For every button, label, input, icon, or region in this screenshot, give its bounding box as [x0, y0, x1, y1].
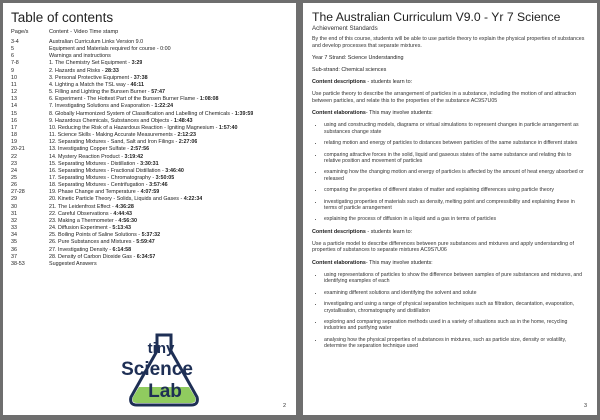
toc-entry-timestamp: 4:22:34	[183, 196, 203, 203]
toc-entry-timestamp: 28:33	[105, 67, 119, 74]
logo-science: Science	[121, 359, 193, 380]
toc-list	[11, 39, 288, 268]
toc-entry-page: 37	[11, 253, 17, 260]
toc-entry-page: 31	[11, 210, 17, 217]
toc-entry	[11, 154, 288, 161]
toc-entry-page: 33	[11, 225, 17, 232]
achievement-standards-heading: Achievement Standards	[312, 25, 378, 32]
toc-entry-timestamp: 1:57:40	[218, 124, 238, 131]
elaborations-list-1	[312, 122, 588, 222]
toc-entry-text: 8. Globally Harmonized System of Classification and Labelling of Chemicals - 1:39:59	[49, 110, 254, 117]
toc-entry-page: 10	[11, 74, 17, 81]
toc-entry-page: 14	[11, 103, 17, 110]
toc-entry-timestamp: 3:19:42	[124, 153, 144, 160]
toc-entry	[11, 232, 288, 239]
toc-entry-text: 15. Separating Mixtures - Distillation - 3:30:31	[49, 160, 159, 167]
toc-entry	[11, 175, 288, 182]
toc-entry-page: 29	[11, 196, 17, 203]
toc-entry-page: 9	[11, 67, 14, 74]
toc-entry	[11, 254, 288, 261]
toc-entry-timestamp: 2:57:56	[130, 146, 150, 153]
toc-entry-text: 19. Phase Change and Temperature - 4:07:59	[49, 189, 160, 196]
toc-entry	[11, 196, 288, 203]
toc-entry-page: 23	[11, 160, 17, 167]
toc-entry-timestamp: 4:36:28	[115, 203, 134, 210]
logo-lab: Lab	[148, 381, 182, 402]
elaboration-item: • investigating and using a range of physical separation techniques such as filtration, decantation, evaporation, crystallisation, chromatography and distillation	[324, 301, 588, 314]
toc-entry	[11, 225, 288, 232]
page-number-right: 3	[583, 403, 587, 409]
toc-entry-timestamp: 3:57:46	[149, 182, 168, 189]
toc-entry-text: Equipment and Materials required for course - 0:00	[49, 46, 171, 53]
toc-entry-text: 13. Investigating Copper Sulfate - 2:57:56	[49, 146, 150, 153]
toc-entry-text: 2. Hazards and Risks - 28:33	[49, 67, 119, 74]
elaboration-item: • analysing how the physical properties of substances in mixtures, such as particle size, density or volatility, determine the separation technique used	[324, 337, 588, 350]
toc-entry-page: 18	[11, 132, 17, 139]
toc-entry-page: 3-4	[11, 39, 19, 45]
toc-entry-timestamp: 4:56:30	[118, 217, 138, 224]
toc-entry-page: 20-21	[11, 146, 25, 153]
toc-entry-page: 5	[11, 46, 14, 53]
toc-header	[11, 29, 288, 35]
content-descriptions-label-2: Content descriptions - students learn to:	[312, 228, 413, 235]
toc-entry	[11, 53, 288, 60]
elaboration-item: • relating motion and energy of particles to distances between particles of the same substance in different states	[324, 140, 588, 146]
toc-entry-text: 27. Investigating Density - 6:14:58	[49, 246, 132, 253]
toc-entry-text: 9. Hazardous Chemicals, Substances and Objects - 1:48:43	[49, 117, 193, 124]
content-elaborations-label-2: Content elaborations- This may involve students:	[312, 260, 433, 267]
toc-entry-text: Suggested Answers	[49, 260, 97, 267]
left-page	[3, 3, 296, 415]
toc-entry	[11, 139, 288, 146]
toc-entry-timestamp: 46:11	[130, 81, 145, 88]
toc-entry	[11, 146, 288, 153]
toc-entry-page: 7-8	[11, 60, 19, 67]
toc-entry	[11, 39, 288, 46]
toc-entry	[11, 75, 288, 82]
toc-entry-text: 5. Filling and Lighting the Bunsen Burner - 57:47	[49, 89, 165, 96]
toc-entry-page: 27-28	[11, 189, 25, 196]
toc-entry	[11, 82, 288, 89]
strand: Year 7 Strand: Science Understanding	[312, 55, 404, 62]
toc-entry-timestamp: 3:50:05	[155, 174, 175, 181]
toc-entry-page: 25	[11, 174, 17, 181]
toc-header-content: Content - Video Time stamp	[49, 29, 119, 35]
toc-entry-timestamp: 37:38	[133, 74, 148, 81]
toc-entry-timestamp: 4:44:43	[113, 210, 133, 217]
toc-entry-text: 4. Lighting a Match the TSL way - 46:11	[49, 81, 145, 88]
toc-entry	[11, 68, 288, 75]
elaboration-item: • using representations of particles to show the difference between samples of pure substances and mixtures, and identifying examples of each	[324, 272, 588, 285]
toc-entry-timestamp: 57:47	[151, 89, 165, 96]
toc-entry-text: 11. Science Skills - Making Accurate Measurements - 2:12:23	[49, 132, 197, 139]
toc-entry-page: 6	[11, 53, 14, 60]
toc-entry-timestamp: 3:46:40	[165, 167, 184, 174]
elaboration-item: • investigating properties of materials such as density, melting point and compressibility and explaining these in terms of particle arrangement	[324, 199, 588, 212]
toc-entry-text: 18. Separating Mixtures - Centrifugation - 3:57:46	[49, 182, 168, 189]
page-number-left: 2	[282, 403, 286, 409]
toc-entry	[11, 111, 288, 118]
toc-entry	[11, 189, 288, 196]
elaboration-item: • examining how the changing motion and energy of particles is affected by the amount of heat energy absorbed or released	[324, 169, 588, 182]
toc-entry-page: 32	[11, 217, 17, 224]
toc-entry-timestamp: 6:34:57	[136, 253, 156, 260]
toc-title: Table of contents	[11, 10, 114, 25]
toc-entry-text: 23. Making a Thermometer - 4:56:30	[49, 217, 138, 224]
toc-entry-page: 34	[11, 232, 17, 239]
toc-entry	[11, 132, 288, 139]
elaboration-item: • comparing the properties of different states of matter and explaining differences using particle theory	[324, 187, 588, 193]
toc-entry-page: 22	[11, 153, 17, 160]
toc-header-page: Page/s	[11, 29, 29, 35]
toc-entry-text: Warnings and instructions	[49, 53, 111, 60]
toc-entry	[11, 218, 288, 225]
logo-tiny: tiny	[147, 340, 175, 357]
right-page	[303, 3, 597, 415]
toc-entry-timestamp: 3:29	[131, 60, 143, 67]
toc-entry-page: 17	[11, 124, 17, 131]
curriculum-title: The Australian Curriculum V9.0 - Yr 7 Science	[312, 10, 561, 24]
toc-entry-timestamp: 1:08:08	[199, 96, 219, 103]
toc-entry	[11, 239, 288, 246]
toc-entry-page: 38-53	[11, 260, 25, 267]
toc-entry-text: 28. Density of Carbon Dioxide Gas - 6:34:57	[49, 253, 156, 260]
toc-entry-page: 30	[11, 203, 17, 210]
toc-entry	[11, 161, 288, 168]
toc-entry-timestamp: 1:22:24	[154, 103, 174, 110]
toc-entry-timestamp: 2:27:06	[178, 139, 198, 146]
toc-entry-timestamp: 5:59:47	[136, 239, 155, 246]
toc-entry-text: 3. Personal Protective Equipment - 37:38	[49, 74, 148, 81]
elaboration-item: • explaining the process of diffusion in a liquid and a gas in terms of particles	[324, 216, 588, 222]
elaboration-item: • comparing attractive forces in the solid, liquid and gaseous states of the same substance and relating this to relative position and movement of particles	[324, 152, 588, 165]
toc-entry-text: 10. Reducing the Risk of a Hazardous Reaction - Igniting Magnesium - 1:57:40	[49, 124, 238, 131]
toc-entry	[11, 46, 288, 53]
tiny-science-lab-logo	[99, 329, 219, 409]
toc-entry-text: 24. Diffusion Experiment - 5:13:43	[49, 225, 132, 232]
toc-entry-text: 21. The Leidenfrost Effect - 4:36:28	[49, 203, 134, 210]
toc-entry-text: 12. Separating Mixtures - Sand, Salt and Iron Filings - 2:27:06	[49, 139, 198, 146]
toc-entry	[11, 103, 288, 110]
elaboration-item: • exploring and comparing separation methods used in a variety of situations such as in the home, recycling industries and purifying water	[324, 319, 588, 332]
toc-entry	[11, 182, 288, 189]
toc-entry-text: Australian Curriculum Links Version 9.0	[49, 39, 144, 45]
toc-entry-page: 13	[11, 96, 17, 103]
toc-entry-text: 25. Boiling Points of Saline Solutions - 5:37:32	[49, 232, 161, 239]
toc-entry	[11, 204, 288, 211]
toc-entry	[11, 118, 288, 125]
toc-entry	[11, 125, 288, 132]
toc-entry-page: 11	[11, 81, 17, 88]
content-description-1: Use particle theory to describe the arrangement of particles in a substance, including the motion of and attraction between particles, and relate this to the properties of the substance AC9S7U05	[312, 91, 577, 104]
toc-entry-page: 16	[11, 117, 17, 124]
toc-entry-text: 22. Careful Observations - 4:44:43	[49, 210, 133, 217]
toc-entry-page: 12	[11, 89, 17, 96]
toc-entry-page: 36	[11, 246, 17, 253]
substrand: Sub-strand: Chemical sciences	[312, 67, 387, 74]
toc-entry-timestamp: 5:37:32	[141, 232, 161, 239]
toc-entry-text: 26. Pure Substances and Mixtures - 5:59:47	[49, 239, 155, 246]
content-descriptions-label-1: Content descriptions - students learn to:	[312, 79, 413, 86]
content-description-2: Use a particle model to describe differences between pure substances and mixtures and apply understanding of properties of substances to separate mixtures AC9S7U06	[312, 240, 574, 254]
toc-entry-timestamp: 5:13:43	[112, 225, 132, 232]
toc-entry	[11, 261, 288, 268]
toc-entry-text: 6. Experiment - The Hottest Part of the Bunsen Burner Flame - 1:08:08	[49, 96, 219, 103]
content-elaborations-label-1: Content elaborations- This may involve students:	[312, 110, 433, 117]
toc-entry-page: 26	[11, 182, 17, 189]
toc-entry-timestamp: 2:12:23	[177, 132, 197, 139]
toc-entry	[11, 89, 288, 96]
toc-entry-page: 35	[11, 239, 17, 246]
toc-entry-text: 7. Investigating Solutions and Evaporation - 1:22:24	[49, 103, 174, 110]
toc-entry-text: 1. The Chemistry Set Equipment - 3:29	[49, 60, 143, 67]
toc-entry-timestamp: 3:30:31	[140, 160, 159, 167]
toc-entry	[11, 60, 288, 67]
toc-entry-timestamp: 1:39:59	[234, 110, 254, 117]
toc-entry-page: 24	[11, 167, 17, 174]
intro-paragraph: By the end of this course, students will be able to use particle theory to explain the physical properties of substances and develop processes that separate mixtures.	[312, 36, 585, 49]
toc-entry	[11, 247, 288, 254]
elaboration-item: • using and constructing models, diagrams or virtual simulations to represent changes in particle arrangement as substances change state	[324, 122, 588, 135]
toc-entry	[11, 96, 288, 103]
toc-entry-timestamp: 1:48:43	[173, 117, 193, 124]
toc-entry-page: 15	[11, 110, 17, 117]
toc-entry-text: 17. Separating Mixtures - Chromatography - 3:50:05	[49, 174, 175, 181]
elaboration-item: • examining different solutions and identifying the solvent and solute	[324, 290, 588, 296]
toc-entry-timestamp: 4:07:59	[140, 189, 160, 196]
elaborations-list-2	[312, 272, 588, 350]
toc-entry	[11, 168, 288, 175]
toc-entry-page: 19	[11, 139, 17, 146]
toc-entry-text: 14. Mystery Reaction Product - 3:19:42	[49, 153, 144, 160]
toc-entry-timestamp: 6:14:58	[112, 246, 132, 253]
toc-entry-text: 20. Kinetic Particle Theory - Solids, Liquids and Gases - 4:22:34	[49, 196, 203, 203]
toc-entry	[11, 211, 288, 218]
toc-entry-text: 16. Separating Mixtures - Fractional Distillation - 3:46:40	[49, 167, 184, 174]
